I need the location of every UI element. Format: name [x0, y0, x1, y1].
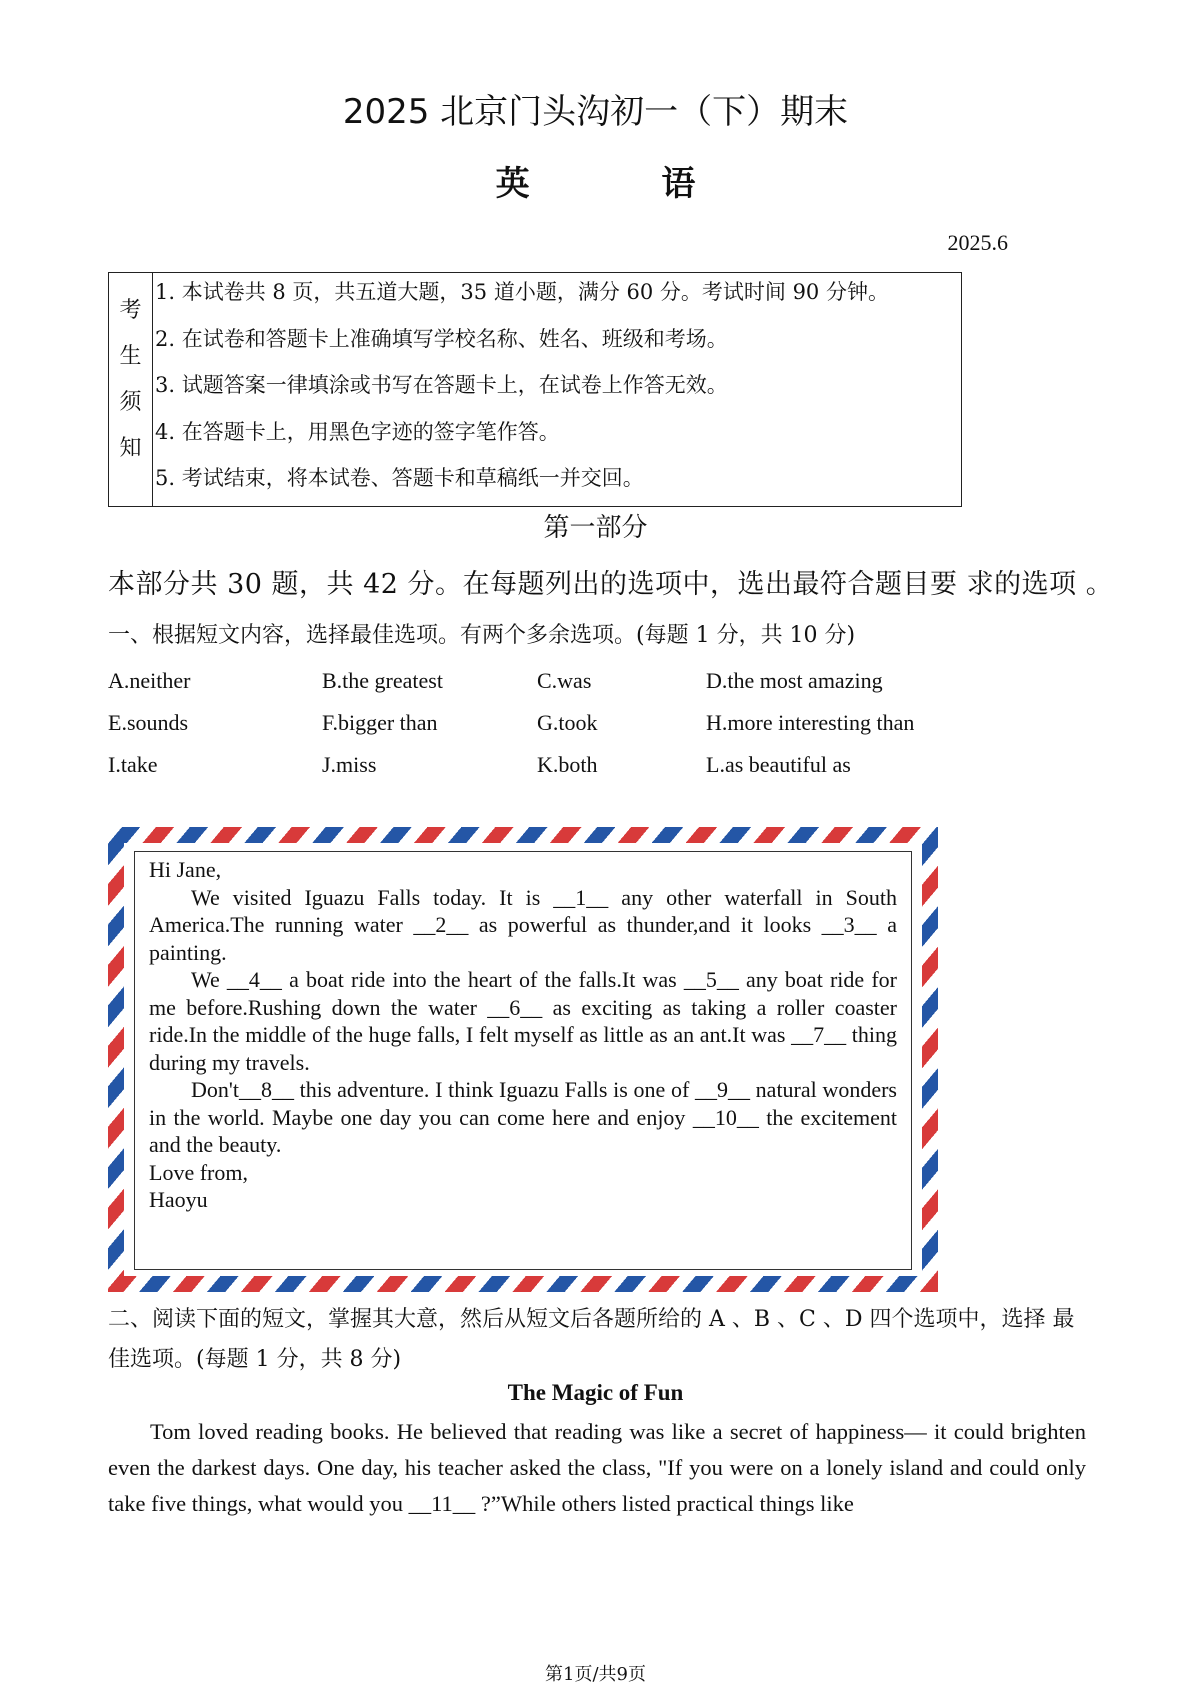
notice-items	[153, 273, 961, 506]
option-item: D.the most amazing	[706, 668, 883, 693]
notice-item: 3. 试题答案一律填涂或书写在答题卡上，在试卷上作答无效。	[155, 373, 728, 397]
notice-item: 1. 本试卷共 8 页，共五道大题，35 道小题，满分 60 分。考试时间 90 分钟。	[155, 280, 889, 304]
notice-label-char: 须	[119, 389, 142, 415]
story-title: The Magic of Fun	[507, 1380, 684, 1405]
letter-greeting: Hi Jane,	[149, 857, 222, 882]
notice-item: 5. 考试结束，将本试卷、答题卡和草稿纸一并交回。	[155, 466, 644, 490]
notice-label-char: 考	[119, 297, 142, 323]
option-item: K.both	[537, 752, 598, 777]
airmail-letter-border	[108, 827, 938, 1292]
letter-paragraph: We __4__ a boat ride into the heart of the falls.It was __5__ any boat ride for me before.Rushing down the water __6__ as exciting as taking a roller coaster ride.In the middle of the huge falls, I felt myself as little as an ant.It was __7__ thing during my travels.	[149, 967, 897, 1075]
notice-item: 2. 在试卷和答题卡上准确填写学校名称、姓名、班级和考场。	[155, 326, 728, 351]
story-paragraph: Tom loved reading books. He believed that reading was like a secret of happiness— it could brighten even the darkest days. One day, his teacher asked the class, "If you were on a lonely island and could only take five things, what would you __11__ ?”While others listed practical things like	[108, 1419, 1086, 1516]
notice-label	[109, 273, 153, 506]
option-item: J.miss	[322, 752, 377, 777]
page-footer: 第1页/共9页	[545, 1664, 646, 1685]
part-one-description: 本部分共 30 题，共 42 分。在每题列出的选项中，选出最符合题目要 求的选项 。	[108, 569, 1114, 600]
letter-text-box	[134, 851, 912, 1270]
option-item: A.neither	[108, 668, 191, 693]
option-item: L.as beautiful as	[706, 752, 851, 777]
letter-signature: Haoyu	[149, 1187, 208, 1212]
letter-paragraph: Don't__8__ this adventure. I think Iguazu Falls is one of __9__ natural wonders in the world. Maybe one day you can come here and enjoy __10__ the excitement and the beauty.	[149, 1077, 897, 1157]
option-item: I.take	[108, 752, 158, 777]
section-one-title: 一、根据短文内容，选择最佳选项。有两个多余选项。(每题 1 分，共 10 分)	[108, 623, 856, 648]
option-item: F.bigger than	[322, 710, 438, 735]
option-item: B.the greatest	[322, 668, 443, 693]
section-two-title: 二、阅读下面的短文，掌握其大意，然后从短文后各题所给的 A 、B 、C 、D 四个选项中，选择 最佳选项。(每题 1 分，共 8 分)	[108, 1307, 1075, 1372]
option-item: H.more interesting than	[706, 710, 915, 735]
notice-label-char: 生	[119, 343, 142, 369]
option-item: C.was	[537, 668, 592, 693]
notice-item: 4. 在答题卡上，用黑色字迹的签字笔作答。	[155, 419, 560, 444]
exam-date: 2025.6	[947, 230, 1008, 255]
letter-paragraph: We visited Iguazu Falls today. It is __1__ any other waterfall in South America.The running water __2__ as powerful as thunder,and it looks __3__ a painting.	[149, 884, 897, 965]
subject-title: 英 语	[495, 164, 756, 204]
letter-paper	[124, 843, 922, 1276]
notice-label-char: 知	[119, 435, 142, 461]
part-one-title: 第一部分	[543, 513, 648, 543]
letter-closing: Love from,	[149, 1159, 248, 1185]
option-item: G.took	[537, 710, 598, 735]
exam-notice-box	[108, 272, 962, 507]
option-item: E.sounds	[108, 710, 189, 735]
page-title: 2025 北京门头沟初一（下）期末	[342, 92, 849, 132]
